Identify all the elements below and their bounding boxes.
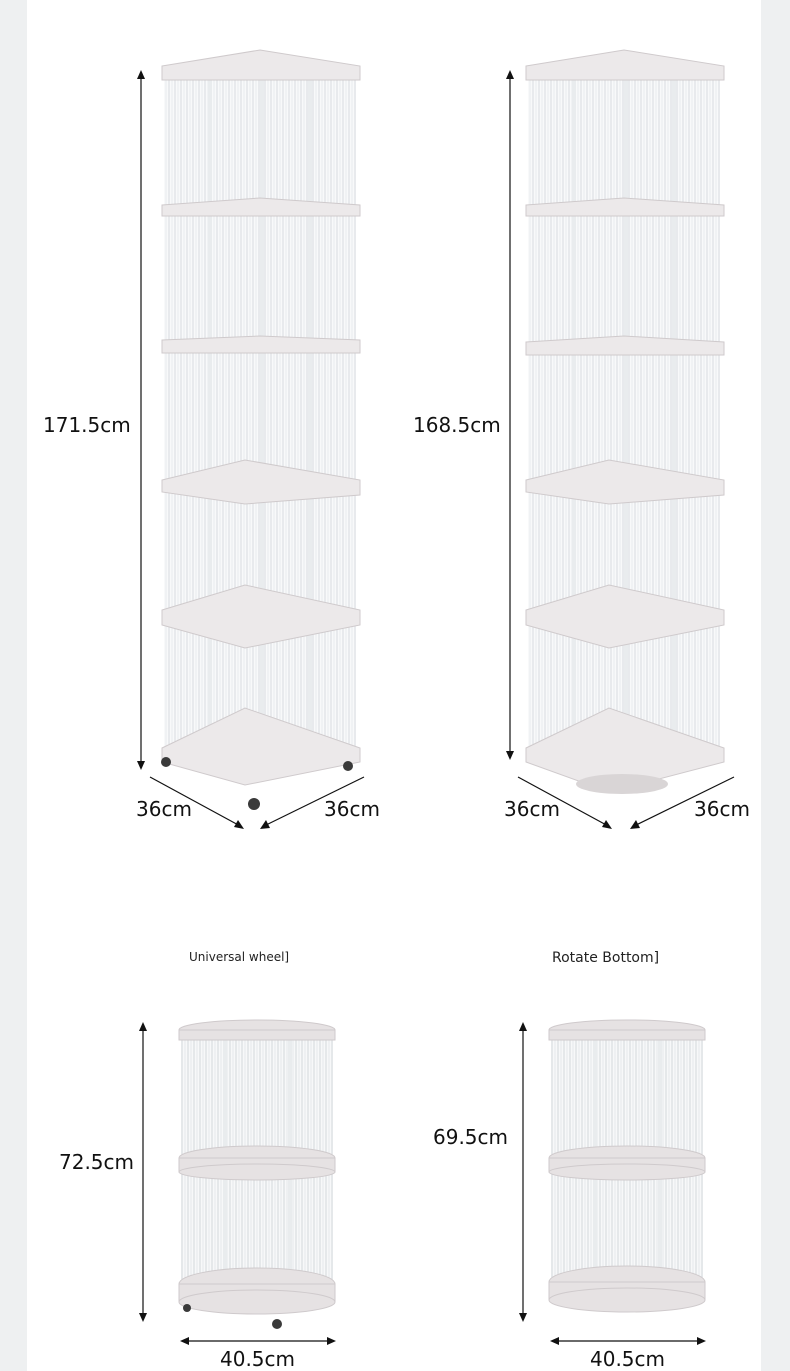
height-dimension-arrow <box>134 70 148 770</box>
height-dimension-arrow <box>516 1022 530 1322</box>
height-dimension-arrow <box>136 1022 150 1322</box>
caption-universal-wheel: Universal wheel] <box>189 950 290 964</box>
height-dimension-arrow <box>503 70 517 760</box>
width-dimension-arrow <box>180 1335 336 1347</box>
tall-shelf-rotate-illustration <box>514 40 734 820</box>
height-label: 168.5cm <box>413 413 501 437</box>
height-label: 72.5cm <box>59 1150 135 1174</box>
width-label: 40.5cm <box>220 1347 296 1371</box>
tall-shelf-wheel-illustration <box>150 40 370 820</box>
height-label: 171.5cm <box>43 413 131 437</box>
width-label: 36cm <box>324 797 380 821</box>
width-label: 40.5cm <box>590 1347 666 1371</box>
depth-label: 36cm <box>504 797 560 821</box>
height-label: 69.5cm <box>433 1125 509 1149</box>
depth-label: 36cm <box>136 797 192 821</box>
width-label: 36cm <box>694 797 750 821</box>
caption-rotate-bottom: Rotate Bottom] <box>552 950 660 966</box>
short-shelf-wheel-illustration <box>175 1018 340 1333</box>
width-dimension-arrow <box>550 1335 706 1347</box>
short-shelf-rotate-illustration <box>545 1018 710 1323</box>
